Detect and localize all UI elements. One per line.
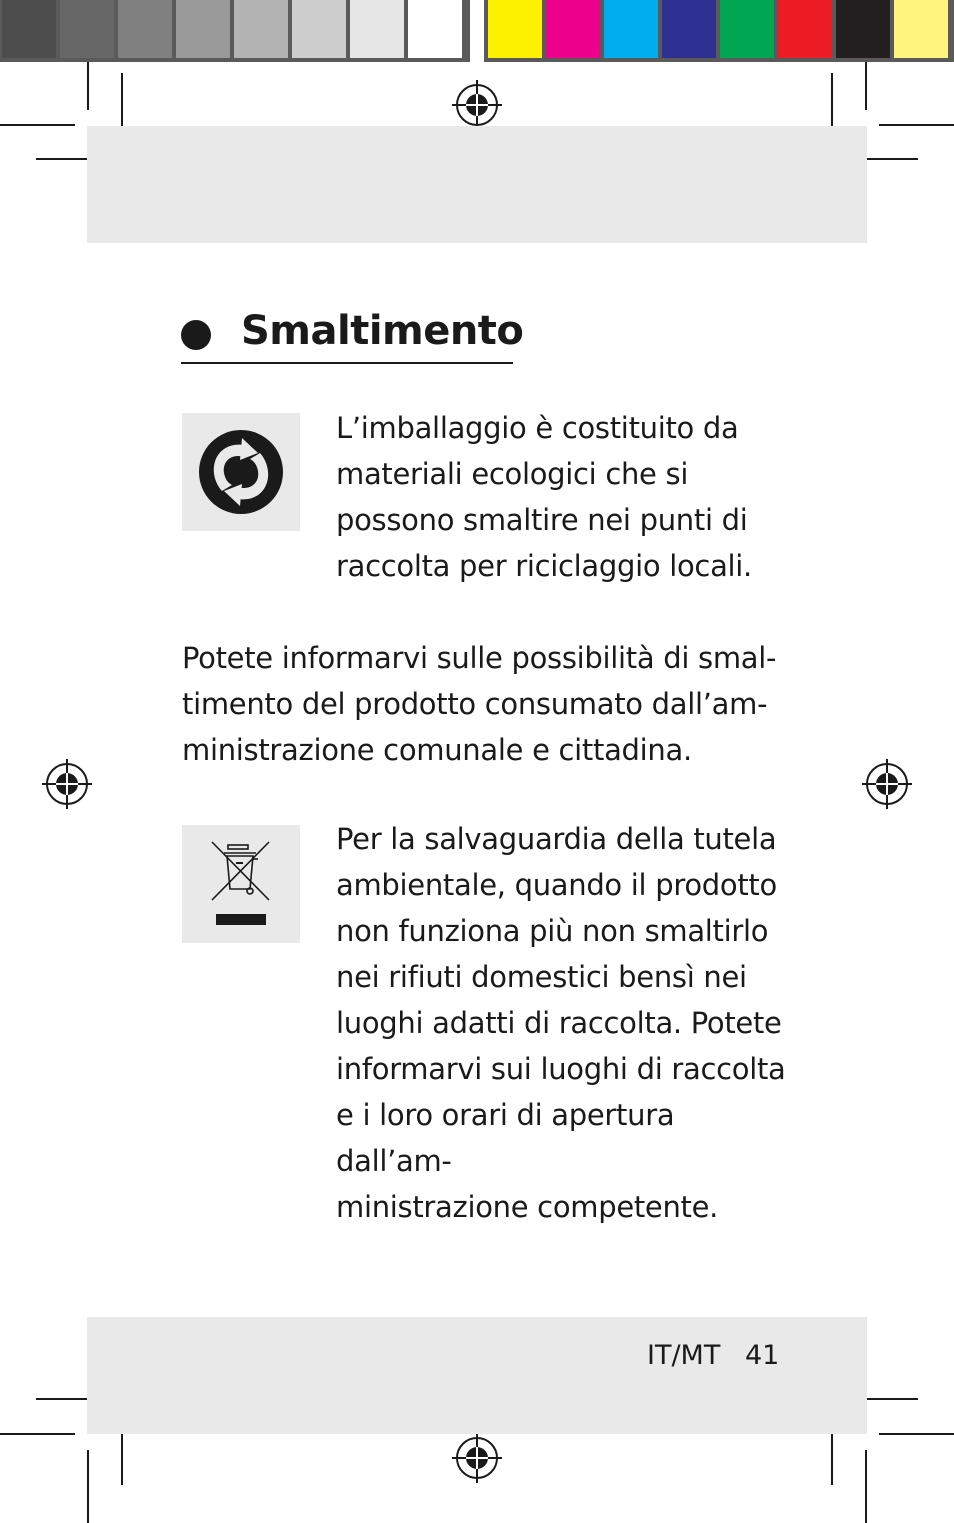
calibration-swatch (778, 0, 832, 58)
calibration-swatch (488, 0, 542, 58)
crop-mark (0, 1433, 75, 1435)
calibration-swatch (894, 0, 948, 58)
registration-mark-icon (42, 759, 92, 809)
crop-mark (865, 1450, 867, 1523)
calibration-swatch (292, 0, 346, 58)
crop-mark (831, 73, 833, 133)
disposal-paragraph: Per la salvaguardia della tutela ambientale, quando il prodotto non funziona più non smaltirlo nei rifiuti domestici bensì nei luoghi adatti di raccolta. Potete informarvi sui luoghi di raccolta e i loro orari di apertura dall’am- ministrazione competente. (336, 822, 786, 1224)
calibration-swatch (836, 0, 890, 58)
inform-paragraph: Potete informarvi sulle possibilità di smal- timento del prodotto consumato dall’am- ministrazione comunale e cittadina. (182, 641, 777, 767)
packaging-paragraph: L’imballaggio è costituito da materiali ecologici che si possono smaltire nei punti di raccolta per riciclaggio locali. (336, 411, 752, 583)
registration-mark-icon (452, 1433, 502, 1483)
section-heading (181, 306, 524, 364)
disposal-icon-box (182, 825, 300, 943)
calibration-swatch (350, 0, 404, 58)
footer-band (87, 1317, 867, 1434)
crop-mark (87, 1450, 89, 1523)
calibration-swatch (604, 0, 658, 58)
calibration-swatch (2, 0, 56, 58)
crop-mark (87, 62, 89, 110)
crossed-out-wheelie-bin-icon (182, 825, 300, 943)
calibration-swatch (662, 0, 716, 58)
crop-mark (879, 1433, 954, 1435)
crop-mark (121, 1425, 123, 1485)
calibration-swatch (118, 0, 172, 58)
crop-mark (831, 1425, 833, 1485)
calibration-swatch (408, 0, 462, 58)
calibration-swatch (60, 0, 114, 58)
green-dot-recycling-icon (182, 413, 300, 531)
calibration-swatch (720, 0, 774, 58)
header-band (87, 126, 867, 243)
crop-mark (121, 73, 123, 133)
crop-mark (0, 124, 75, 126)
heading-bullet (181, 320, 211, 350)
crop-mark (865, 62, 867, 110)
page-title: Smaltimento (241, 308, 524, 354)
calibration-swatch (546, 0, 600, 58)
registration-mark-icon (862, 759, 912, 809)
page-number: 41 (745, 1340, 780, 1371)
calibration-swatch (234, 0, 288, 58)
calibration-swatch (176, 0, 230, 58)
registration-mark-icon (452, 80, 502, 130)
packaging-icon-box (182, 413, 300, 531)
footer-language: IT/MT (647, 1340, 721, 1371)
crop-mark (879, 124, 954, 126)
